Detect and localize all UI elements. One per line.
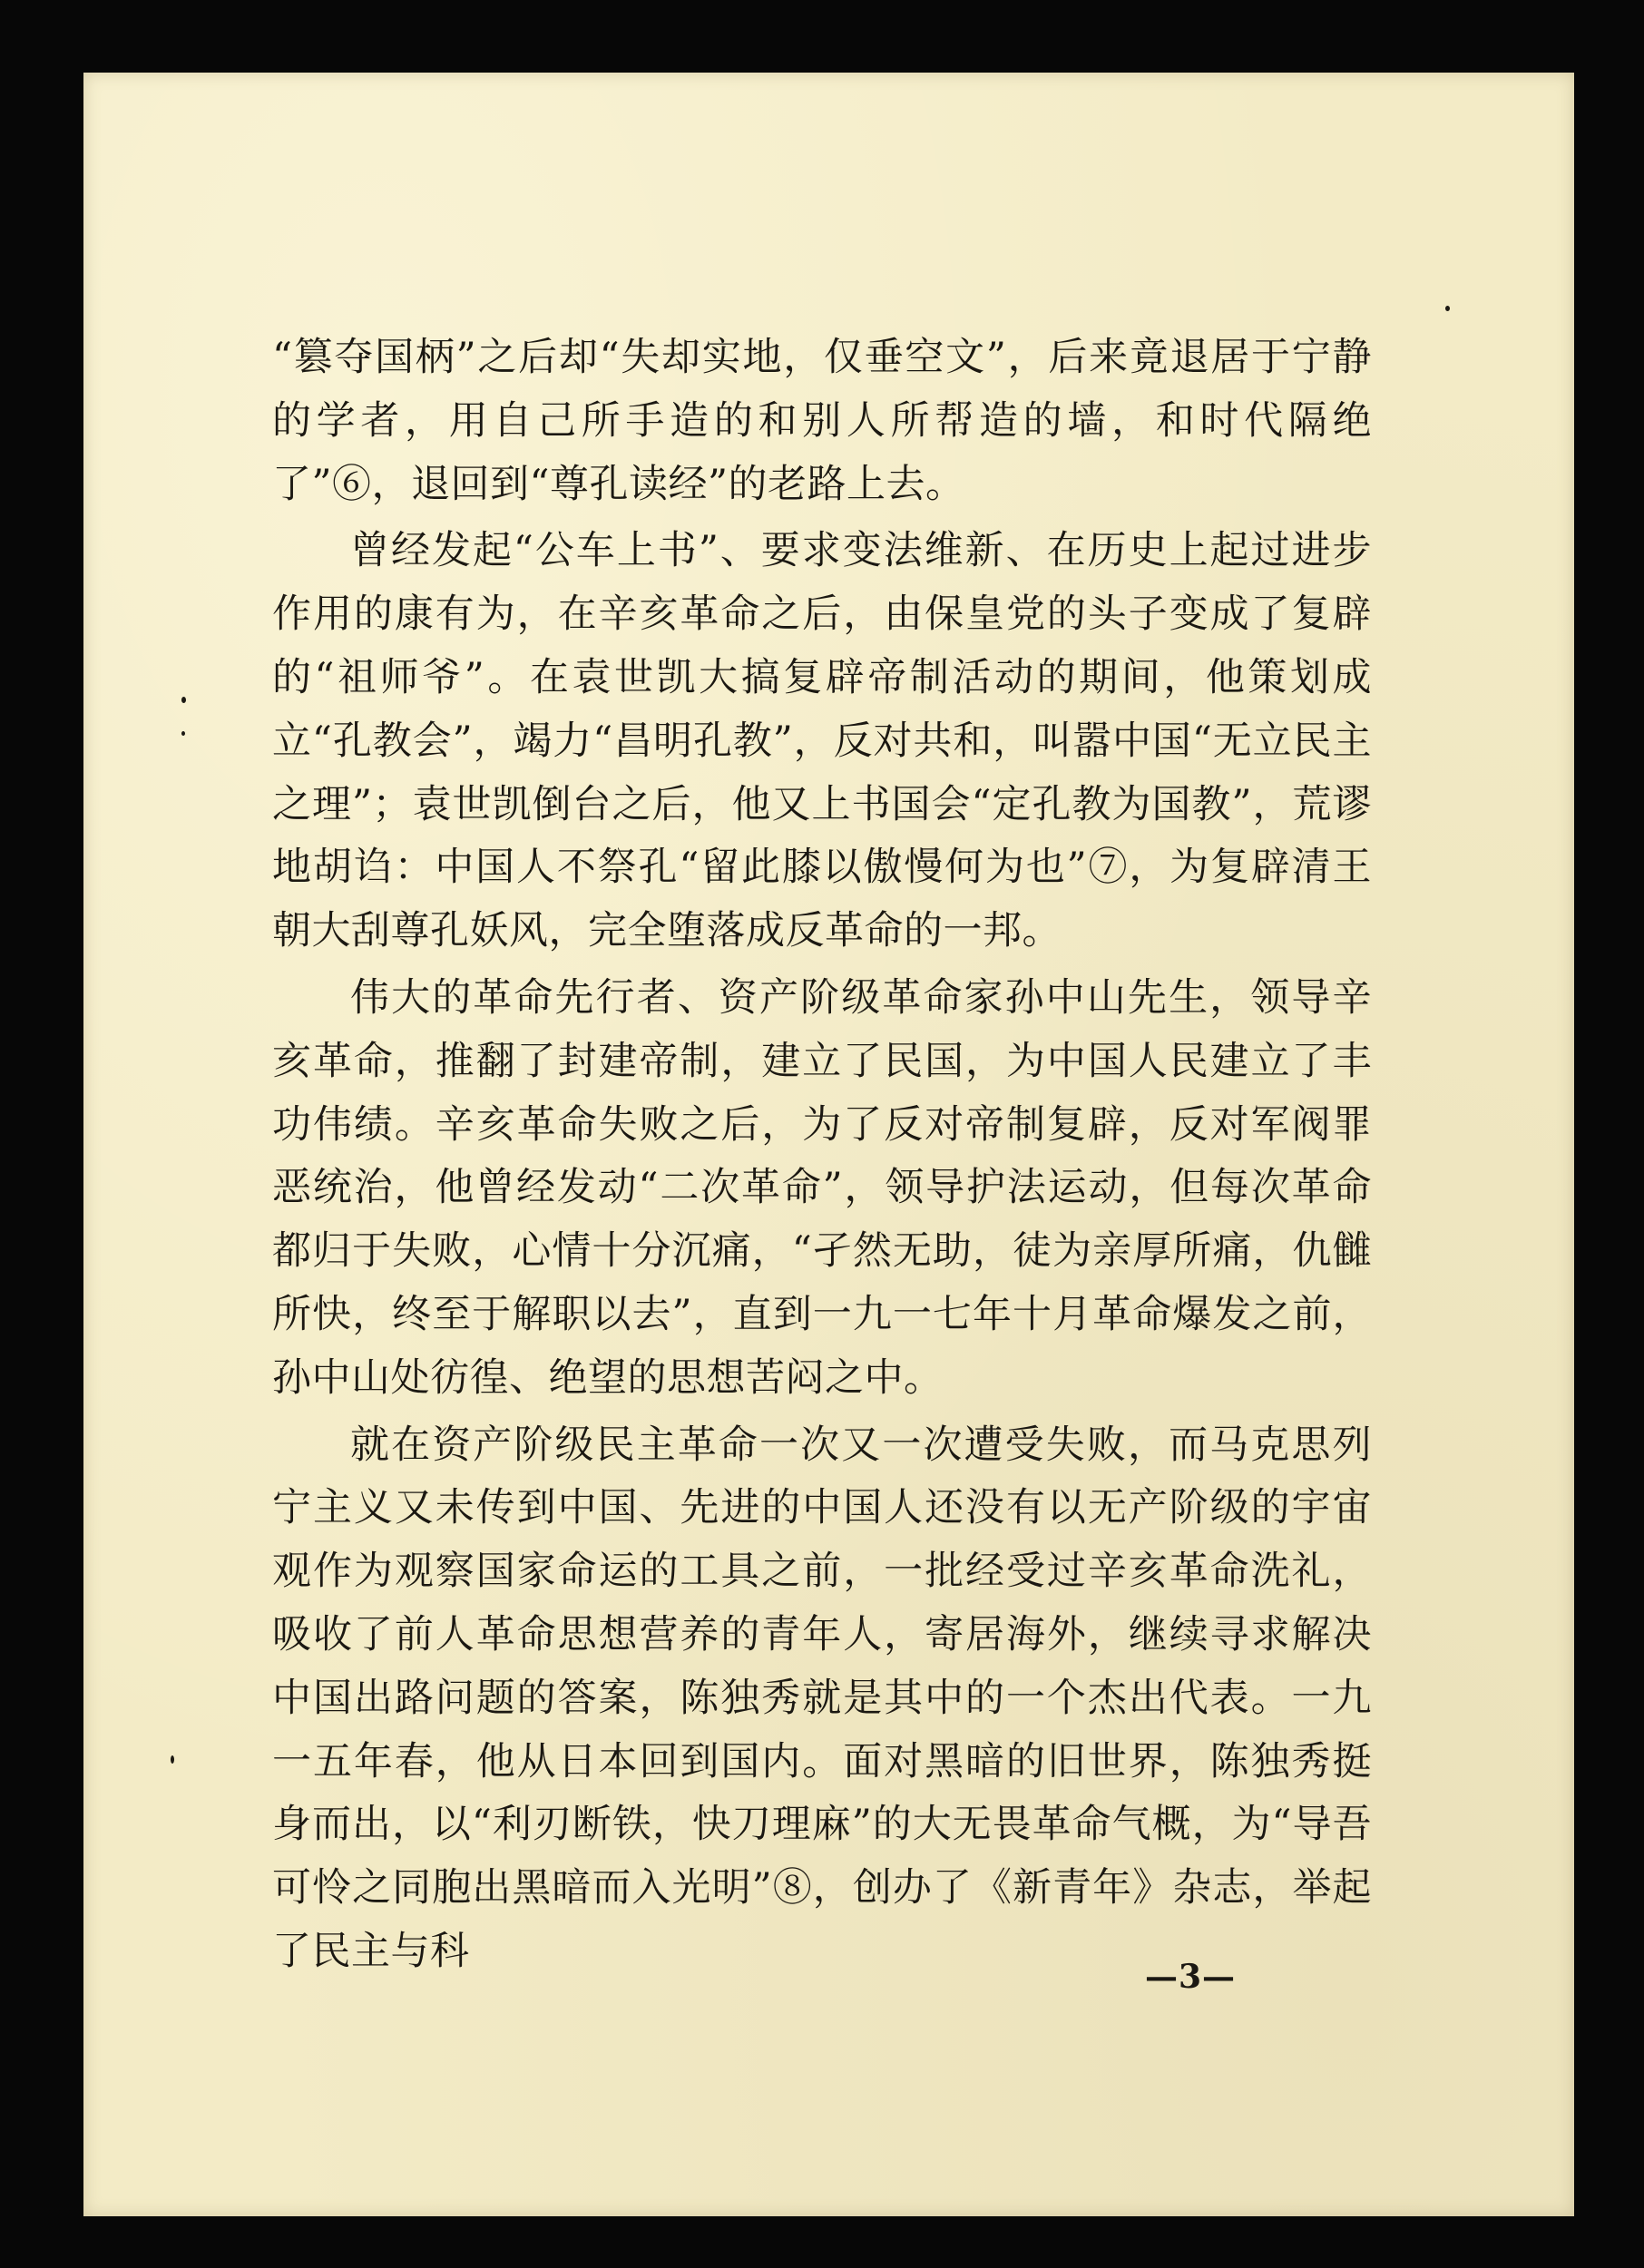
- margin-speck: [171, 1755, 174, 1764]
- page-number: —3—: [1145, 1958, 1237, 1996]
- body-text: [272, 327, 1372, 1984]
- margin-speck: [181, 697, 186, 703]
- paragraph-4: 就在资产阶级民主革命一次又一次遭受失败，而马克思列宁主义又未传到中国、先进的中国人还没有以无产阶级的宇宙观作为观察国家命运的工具之前，一批经受过辛亥革命洗礼，吸收了前人革命思想营养的青年人，寄居海外，继续寻求解决中国出路问题的答案，陈独秀就是其中的一个杰出代表。一九一五年春，他从日本回到国内。面对黑暗的旧世界，陈独秀挺身而出，以“利刃断铁，快刀理麻”的大无畏革命气概，为“导吾可怜之同胞出黑暗而入光明”⑧，创办了《新青年》杂志，举起了民主与科: [272, 1422, 1372, 1974]
- margin-speck: [1445, 306, 1450, 311]
- margin-speck: [181, 731, 185, 736]
- paragraph-3: 伟大的革命先行者、资产阶级革命家孙中山先生，领导辛亥革命，推翻了封建帝制，建立了民国，为中国人民建立了丰功伟绩。辛亥革命失败之后，为了反对帝制复辟，反对军阀罪恶统治，他曾经发动“二次革命”，领导护法运动，但每次革命都归于失败，心情十分沉痛，“孑然无助，徒为亲厚所痛，仇雠所快，终至于解职以去”，直到一九一七年十月革命爆发之前，孙中山处彷徨、绝望的思想苦闷之中。: [272, 974, 1372, 1401]
- paragraph-1: “篡夺国柄”之后却“失却实地，仅垂空文”，后来竟退居于宁静的学者，用自己所手造的和别人所帮造的墙，和时代隔绝了”⑥，退回到“尊孔读经”的老路上去。: [272, 335, 1372, 507]
- paragraph-2: 曾经发起“公车上书”、要求变法维新、在历史上起过进步作用的康有为，在辛亥革命之后，由保皇党的头子变成了复辟的“祖师爷”。在袁世凯大搞复辟帝制活动的期间，他策划成立“孔教会”，竭力“昌明孔教”，反对共和，叫嚣中国“无立民主之理”；袁世凯倒台之后，他又上书国会“定孔教为国教”，荒谬地胡诌：中国人不祭孔“留此膝以傲慢何为也”⑦，为复辟清王朝大刮尊孔妖风，完全堕落成反革命的一邦。: [272, 528, 1372, 954]
